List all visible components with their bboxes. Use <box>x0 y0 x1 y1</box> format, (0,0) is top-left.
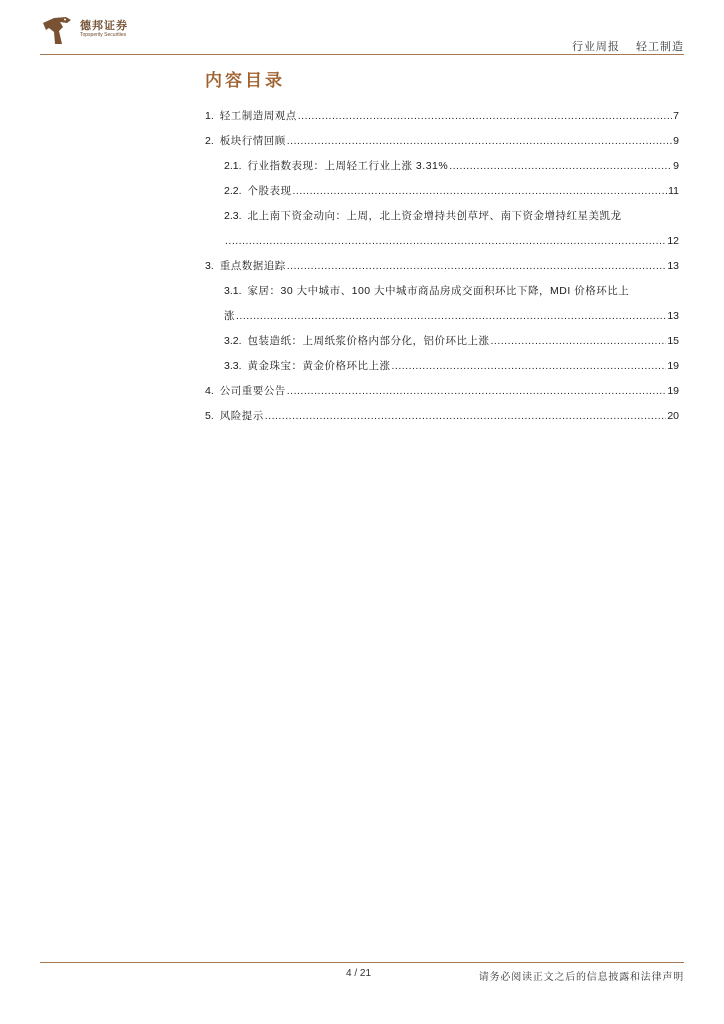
toc-entry-2[interactable] <box>205 129 679 154</box>
toc-number: 2.2. <box>224 185 242 197</box>
toc-number: 3.1. <box>224 285 242 297</box>
toc-entry-5[interactable] <box>205 404 679 429</box>
toc-page: 9 <box>673 160 679 172</box>
toc-number: 4. <box>205 385 214 397</box>
toc-page: 9 <box>673 135 679 147</box>
toc-leader <box>298 104 672 129</box>
toc-page: 13 <box>667 260 679 272</box>
toc-entry-4[interactable] <box>205 379 679 404</box>
toc-text: 重点数据追踪 <box>219 260 286 272</box>
toc-page: 11 <box>668 185 679 197</box>
toc-entry-3-2[interactable] <box>205 329 679 354</box>
toc-number: 5. <box>205 410 214 422</box>
toc-text: 板块行情回顾 <box>219 135 286 147</box>
toc-text: 行业指数表现：上周轻工行业上涨 3.31% <box>247 160 449 172</box>
toc-leader <box>225 229 666 254</box>
table-of-contents <box>205 104 679 429</box>
toc-entry-3-3[interactable] <box>205 354 679 379</box>
toc-text: 包装造纸：上周纸浆价格内部分化，铝价环比上涨 <box>247 335 490 347</box>
toc-leader <box>287 379 667 404</box>
toc-text-cont: 涨 <box>224 310 235 322</box>
footer-divider <box>40 962 684 963</box>
toc-number: 3.3. <box>224 360 242 372</box>
toc-entry-2-1[interactable] <box>205 154 679 179</box>
toc-number: 2.3. <box>224 210 242 222</box>
brand-name-cn: 德邦证券 <box>80 20 128 32</box>
toc-title: 内容目录 <box>205 71 285 90</box>
brand-logo-icon <box>40 14 74 48</box>
toc-text: 家居：30 大中城市、100 大中城市商品房成交面积环比下降，MDI 价格环比上 <box>247 285 630 297</box>
report-sector: 轻工制造 <box>636 41 684 53</box>
toc-entry-2-3[interactable] <box>205 204 679 229</box>
brand-name-en: Topsperity Securities <box>80 32 127 38</box>
toc-leader <box>449 154 672 179</box>
toc-text: 黄金珠宝：黄金价格环比上涨 <box>247 360 391 372</box>
toc-entry-3[interactable] <box>205 254 679 279</box>
toc-leader <box>287 254 667 279</box>
toc-entry-3-1-cont[interactable] <box>205 304 679 329</box>
report-type: 行业周报 <box>571 41 620 53</box>
toc-leader <box>287 129 672 154</box>
toc-number: 3.2. <box>224 335 242 347</box>
toc-text: 风险提示 <box>219 410 264 422</box>
legal-disclaimer: 请务必阅读正文之后的信息披露和法律声明 <box>478 972 684 983</box>
toc-page: 19 <box>667 360 679 372</box>
toc-leader <box>293 179 668 204</box>
toc-leader <box>236 304 666 329</box>
toc-entry-2-3-cont[interactable] <box>205 229 679 254</box>
toc-page: 7 <box>673 110 679 122</box>
page-header <box>40 14 684 56</box>
toc-text: 北上南下资金动向：上周，北上资金增持共创草坪、南下资金增持红星美凯龙 <box>247 210 622 222</box>
toc-number: 2. <box>205 135 214 147</box>
toc-number: 1. <box>205 110 214 122</box>
header-divider <box>40 54 684 55</box>
page-indicator: 4 / 21 <box>346 968 372 979</box>
report-category <box>560 38 684 54</box>
toc-page: 20 <box>667 410 679 422</box>
toc-number: 3. <box>205 260 214 272</box>
toc-page: 12 <box>667 235 679 247</box>
toc-page: 15 <box>667 335 679 347</box>
toc-page: 19 <box>667 385 679 397</box>
toc-text: 公司重要公告 <box>219 385 286 397</box>
toc-page: 13 <box>667 310 679 322</box>
toc-leader <box>491 329 667 354</box>
toc-entry-2-2[interactable] <box>205 179 679 204</box>
toc-leader <box>265 404 667 429</box>
toc-leader <box>392 354 667 379</box>
toc-entry-3-1[interactable] <box>205 279 679 304</box>
toc-text: 个股表现 <box>247 185 292 197</box>
brand-logo <box>40 14 128 48</box>
toc-entry-1[interactable] <box>205 104 679 129</box>
toc-text: 轻工制造周观点 <box>219 110 297 122</box>
toc-number: 2.1. <box>224 160 242 172</box>
